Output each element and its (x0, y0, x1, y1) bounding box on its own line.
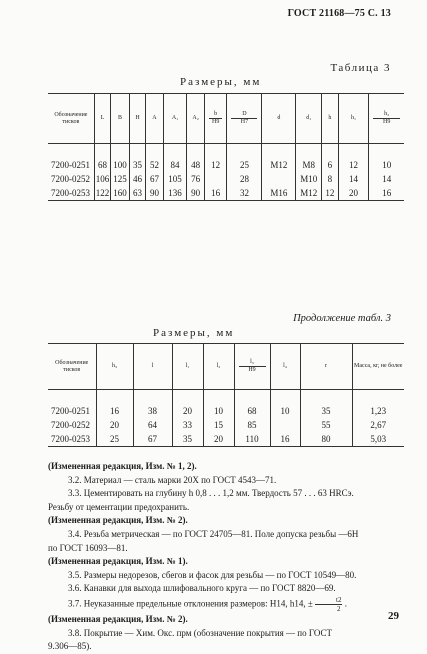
column-header (296, 94, 322, 144)
spacer-cell (94, 144, 110, 159)
spacer-cell (322, 144, 338, 159)
spacer-cell (203, 390, 234, 405)
spacer-cell (296, 144, 322, 159)
column-header (262, 94, 296, 144)
value-cell: 76 (187, 172, 204, 186)
column-header-label: h (328, 115, 332, 122)
spacer-cell (262, 144, 296, 159)
table-label: Таблица 3 (330, 62, 391, 74)
value-cell (262, 172, 296, 186)
value-cell: 35 (172, 432, 203, 447)
column-header (338, 94, 369, 144)
spacer-cell (146, 144, 163, 159)
column-header (146, 94, 163, 144)
column-header (270, 344, 300, 390)
column-header-label: h₃ (111, 363, 118, 370)
value-cell: 125 (111, 172, 130, 186)
edition-note: (Измененная редакция, Изм. № 2). (48, 613, 188, 624)
spacer-cell (369, 144, 404, 159)
column-header (227, 94, 262, 144)
value-cell: 84 (163, 158, 187, 172)
designation-cell: 7200-0253 (48, 432, 96, 447)
value-cell: 16 (96, 404, 133, 418)
column-header-label: l₄ (283, 363, 287, 370)
column-header (203, 344, 234, 390)
notes-section (48, 460, 388, 654)
table-caption-2: Размеры, мм (153, 327, 235, 339)
designation-cell: 7200-0252 (51, 174, 90, 184)
column-header-label: A (152, 115, 157, 122)
table-row (48, 418, 404, 432)
value-cell: 106 (95, 174, 110, 184)
value-cell: 6 (322, 158, 338, 172)
spacer-cell (234, 390, 270, 405)
value-cell: 5,03 (352, 432, 404, 447)
spacer-row (48, 390, 404, 405)
value-cell: 25 (227, 158, 262, 172)
edition-note: (Измененная редакция, Изм. № 1, 2). (48, 461, 197, 471)
spacer-cell (270, 390, 300, 405)
value-cell: 55 (300, 418, 352, 432)
clause-3-7-end: . (344, 598, 347, 609)
value-cell: 105 (163, 172, 187, 186)
column-header (48, 94, 94, 144)
value-cell: 33 (172, 418, 203, 432)
value-cell: 32 (227, 186, 262, 201)
column-header-label: d (277, 115, 281, 122)
column-header-label: L (100, 115, 105, 122)
value-cell: 20 (172, 404, 203, 418)
table-row (48, 432, 404, 447)
value-cell: 16 (204, 186, 227, 201)
column-header-label: d₁ (306, 115, 312, 122)
value-cell: 67 (146, 172, 163, 186)
table-row (48, 404, 404, 418)
value-cell: 12 (204, 158, 227, 172)
clause-3-8: 3.8. Покрытие — Хим. Окс. прм (обозначение покрытия — по ГОСТ (68, 627, 332, 638)
designation-cell: 7200-0253 (48, 186, 94, 201)
value-cell: 14 (338, 172, 369, 186)
value-cell: 16 (369, 186, 404, 201)
designation-cell: 7200-0252 (51, 420, 90, 430)
designation-cell: 7200-0251 (51, 160, 90, 170)
column-header-label: r (325, 363, 327, 370)
table-row (48, 158, 404, 172)
clause-3-4: 3.4. Резьба метрическая — по ГОСТ 24705—81. Поле допуска резьбы —6H (68, 528, 359, 539)
table-row (48, 186, 404, 201)
column-header (163, 94, 187, 144)
value-cell: M16 (262, 186, 296, 201)
table-row (48, 172, 404, 186)
clause-3-5: 3.5. Размеры недорезов, сбегов и фасок для резьбы — по ГОСТ 10549—80. (68, 569, 357, 580)
tolerance-fraction (315, 596, 342, 613)
spacer-cell (338, 144, 369, 159)
column-header-label: l₁ (185, 363, 190, 370)
edition-note: (Измененная редакция, Изм. № 1). (48, 556, 188, 567)
column-header-label: D (242, 111, 247, 118)
value-cell: 25 (96, 432, 133, 447)
spacer-cell (163, 144, 187, 159)
value-cell: 38 (133, 404, 172, 418)
value-cell: M12 (262, 158, 296, 172)
column-header-label: H (135, 115, 140, 122)
clause-3-6: 3.6. Канавки для выхода шлифовального круга — по ГОСТ 8820—69. (68, 583, 336, 594)
value-cell: 35 (129, 158, 145, 172)
spacer-cell (300, 390, 352, 405)
value-cell: 80 (300, 432, 352, 447)
column-header (48, 344, 96, 390)
column-header-label: Обозначение тисков (55, 359, 89, 373)
column-header (129, 94, 145, 144)
value-cell: 52 (146, 158, 163, 172)
table-continuation-label: Продолжение табл. 3 (293, 313, 391, 324)
value-cell: 20 (96, 418, 133, 432)
value-cell: 48 (187, 158, 204, 172)
spacer-cell (48, 144, 94, 159)
spacer-cell (133, 390, 172, 405)
value-cell: 122 (94, 186, 110, 201)
clause-3-7 (48, 596, 388, 613)
spacer-cell (187, 144, 204, 159)
spacer-cell (227, 144, 262, 159)
spacer-cell (48, 390, 96, 405)
value-cell: 10 (203, 404, 234, 418)
column-header-label: l₃ (250, 359, 254, 366)
value-cell: 46 (129, 172, 145, 186)
column-header (369, 94, 404, 144)
column-header (234, 344, 270, 390)
page-header: ГОСТ 21168—75 С. 13 (287, 8, 391, 19)
column-header (300, 344, 352, 390)
column-header-label: A₂ (192, 115, 199, 122)
value-cell: M12 (296, 186, 322, 201)
value-cell: 85 (234, 418, 270, 432)
page-number: 29 (388, 610, 399, 622)
column-header-tolerance: H9 (373, 118, 400, 126)
designation-cell: 7200-0251 (51, 406, 90, 416)
dimensions-table (48, 93, 404, 201)
clause-3-2: 3.2. Материал — сталь марки 20Х по ГОСТ 4543—71. (68, 474, 277, 485)
column-header-label: b (214, 111, 218, 118)
spacer-cell (204, 144, 227, 159)
value-cell: 10 (270, 404, 300, 418)
spacer-cell (129, 144, 145, 159)
value-cell: 8 (322, 172, 338, 186)
value-cell: 12 (338, 158, 369, 172)
fraction-denominator: 2 (336, 604, 341, 613)
clause-3-3-cont: Резьбу от цементации предохранить. (48, 501, 190, 512)
value-cell: 160 (111, 186, 130, 201)
clause-3-3: 3.3. Цементировать на глубину h 0,8 . . . 1,2 мм. Твердость 57 . . . 63 HRCэ. (68, 488, 354, 499)
spacer-row (48, 144, 404, 159)
column-header-tolerance: H9 (239, 366, 266, 374)
column-header-label: h₂ (384, 111, 390, 118)
value-cell: 20 (203, 432, 234, 447)
value-cell: 10 (369, 158, 404, 172)
value-cell (204, 172, 227, 186)
column-header (187, 94, 204, 144)
value-cell: 110 (234, 432, 270, 447)
column-header (96, 344, 133, 390)
column-header-label: A₁ (171, 115, 179, 122)
clause-3-4-cont: по ГОСТ 16093—81. (48, 542, 128, 553)
column-header (172, 344, 203, 390)
column-header-tolerance: H9 (209, 118, 223, 126)
value-cell: 20 (338, 186, 369, 201)
clause-3-8-cont: 9.306—85). (48, 641, 92, 652)
table-caption: Размеры, мм (180, 76, 262, 88)
value-cell: M10 (296, 172, 322, 186)
column-header-label: h₁ (350, 115, 357, 122)
spacer-cell (111, 144, 130, 159)
value-cell (270, 418, 300, 432)
value-cell: 68 (234, 404, 270, 418)
value-cell: 67 (133, 432, 172, 447)
value-cell: 28 (227, 172, 262, 186)
value-cell: 12 (322, 186, 338, 201)
value-cell: 64 (133, 418, 172, 432)
value-cell: 136 (163, 186, 187, 201)
value-cell: 14 (369, 172, 404, 186)
value-cell: 15 (203, 418, 234, 432)
value-cell: 100 (111, 158, 130, 172)
value-cell: 35 (300, 404, 352, 418)
edition-note: (Измененная редакция, Изм. № 2). (48, 515, 188, 526)
clause-3-7-text: 3.7. Неуказанные предельные отклонения размеров: H14, h14, ± (68, 598, 313, 609)
value-cell: 68 (94, 158, 110, 172)
value-cell: 90 (187, 186, 204, 201)
column-header (352, 344, 404, 390)
value-cell: 63 (129, 186, 145, 201)
value-cell: 16 (270, 432, 300, 447)
value-cell: 1,23 (352, 404, 404, 418)
value-cell: 2,67 (352, 418, 404, 432)
column-header-label: Масса, кг, не более (354, 363, 403, 370)
dimensions-table-continued (48, 343, 404, 447)
column-header-label: l (151, 363, 154, 370)
spacer-cell (96, 390, 133, 405)
column-header (322, 94, 338, 144)
spacer-cell (172, 390, 203, 405)
column-header-label: l₂ (216, 363, 221, 370)
value-cell: M8 (296, 158, 322, 172)
column-header (94, 94, 110, 144)
column-header (111, 94, 130, 144)
column-header-label: B (118, 115, 123, 122)
fraction-numerator: t2 (315, 596, 342, 605)
column-header (133, 344, 172, 390)
column-header-tolerance: H7 (231, 118, 257, 126)
column-header-label: Обозначение тисков (54, 111, 88, 125)
spacer-cell (352, 390, 404, 405)
value-cell: 90 (146, 186, 163, 201)
column-header (204, 94, 227, 144)
